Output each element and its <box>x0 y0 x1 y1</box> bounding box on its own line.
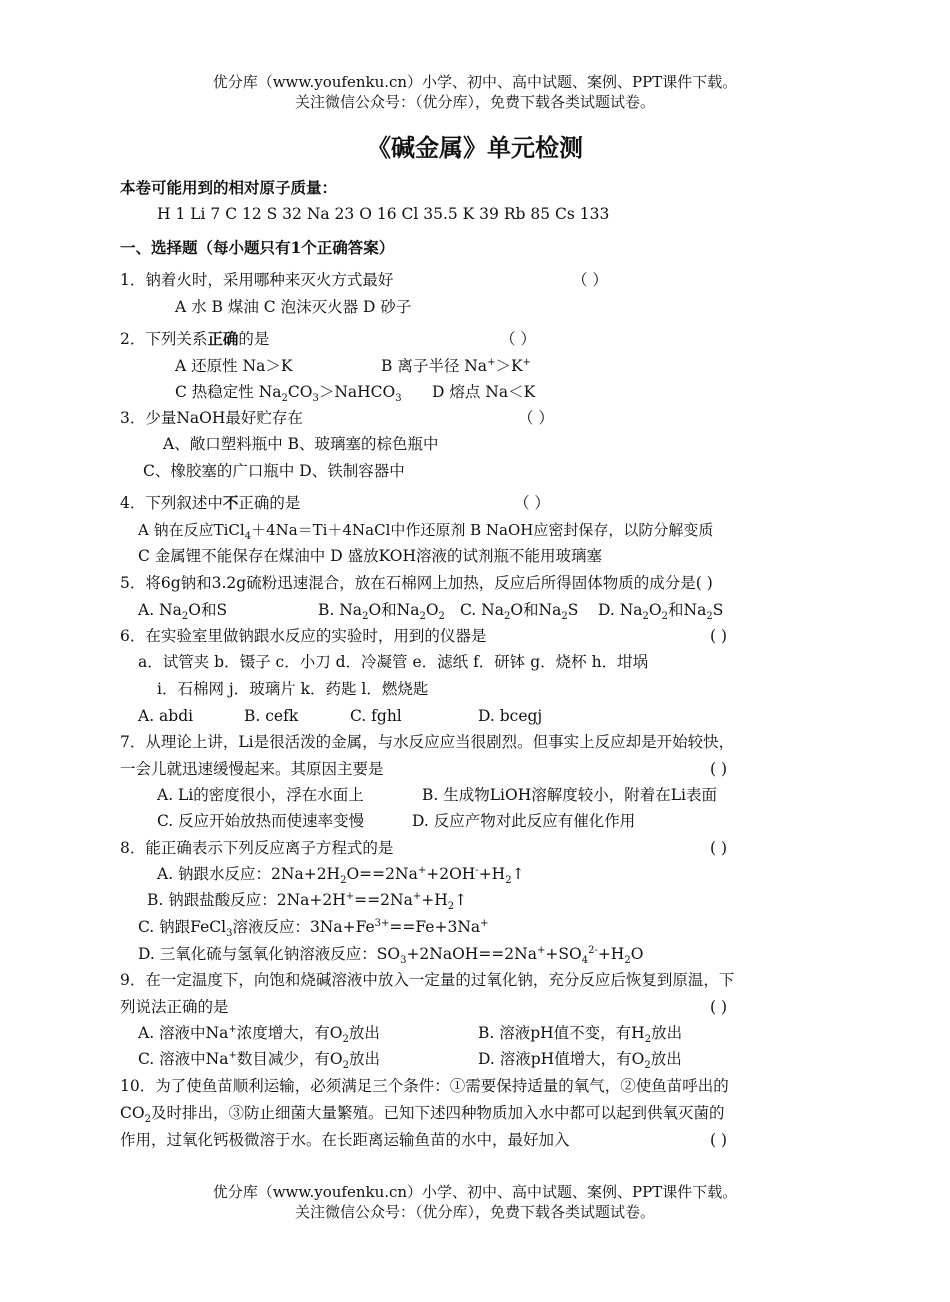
q8-option-b: B. 钠跟盐酸反应：$2Na+2H^+==2Na^++H_2↑$ <box>147 890 468 913</box>
q5-option-d: D. $Na_2O_2$和$Na_2S$ <box>598 601 724 623</box>
q3-options-cd: C、橡胶塞的广口瓶中 D、铁制容器中 <box>143 462 405 480</box>
q2-stem: 2．下列关系正确的是 <box>120 329 270 348</box>
masses-label: 本卷可能用到的相对原子质量： <box>120 178 338 197</box>
q3-stem: 3．少量NaOH最好贮存在 <box>120 409 303 427</box>
section-1-heading: 一、选择题（每小题只有1个正确答案） <box>120 238 395 257</box>
q6-option-d: D. bcegj <box>478 707 543 725</box>
q10-stem-3: 作用，过氧化钙极微溶于水。在长距离运输鱼苗的水中，最好加入 <box>120 1131 570 1149</box>
q8-stem: 8．能正确表示下列反应离子方程式的是 <box>120 839 394 857</box>
q1-stem: 1．钠着火时，采用哪种来灭火方式最好 <box>120 271 394 289</box>
q4-bracket: （ ） <box>514 494 550 512</box>
q4-stem: 4．下列叙述中不正确的是 <box>120 493 301 512</box>
footer-line-2: 关注微信公众号：（优分库），免费下载各类试题试卷。 <box>294 1203 655 1221</box>
q7-option-d: D. 反应产物对此反应有催化作用 <box>412 812 636 830</box>
q2-option-c: C 热稳定性 $Na_2CO_3>NaHCO_3$ <box>175 383 402 405</box>
q6-option-c: C. fghl <box>350 707 402 725</box>
q9-stem-2: 列说法正确的是 <box>120 998 229 1016</box>
q9-stem-1: 9．在一定温度下，向饱和烧碱溶液中放入一定量的过氧化钠，充分反应后恢复到原温，下 <box>120 971 735 989</box>
q3-options-ab: A、敞口塑料瓶中 B、玻璃塞的棕色瓶中 <box>163 435 439 453</box>
q1-bracket: （ ） <box>572 271 608 289</box>
q1-options: A 水 B 煤油 C 泡沫灭火器 D 砂子 <box>175 298 412 316</box>
q9-option-d: D. 溶液pH值增大，有$O_2$放出 <box>478 1050 682 1072</box>
q7-bracket: ( ) <box>710 760 728 778</box>
q10-bracket: ( ) <box>710 1131 728 1149</box>
q2-bracket: （ ） <box>500 330 536 348</box>
q2-option-d: D 熔点 Na＜K <box>432 383 536 401</box>
q9-option-a: A. 溶液中Na+浓度增大，有$O_2$放出 <box>138 1023 380 1046</box>
q6-stem: 6．在实验室里做钠跟水反应的实验时，用到的仪器是 <box>120 627 487 645</box>
q5-option-a: A. $Na_2O$和S <box>138 601 228 623</box>
q6-bracket: ( ) <box>710 627 728 645</box>
q5-stem: 5．将6g钠和3.2g硫粉迅速混合，放在石棉网上加热，反应后所得固体物质的成分是( ) <box>120 574 713 592</box>
page-title: 《碱金属》单元检测 <box>367 133 583 162</box>
q4-options-ab: A 钠在反应TiCl$_4$＋4Na＝Ti＋4NaCl中作还原剂 B NaOH应密封保存，以防分解变质 <box>138 521 714 542</box>
q9-option-c: C. 溶液中Na+数目减少，有$O_2$放出 <box>138 1049 380 1072</box>
q8-option-c: C. 钠跟FeCl$_3$溶液反应：$3Na+Fe^{3+}==Fe+3Na^+$ <box>138 917 489 940</box>
q5-option-b: B. $Na_2O$和$Na_2O_2$ <box>318 601 445 623</box>
q5-option-c: C. $Na_2O$和$Na_2S$ <box>460 601 579 623</box>
q7-option-a: A. Li的密度很小，浮在水面上 <box>157 786 364 804</box>
q8-option-d: D. 三氧化硫与氢氧化钠溶液反应：$SO_3+2NaOH==2Na^++SO_4^{2-}+H_2O$ <box>138 944 644 967</box>
q6-option-b: B. cefk <box>244 707 299 725</box>
q6-items-1: a．试管夹 b．镊子 c．小刀 d．冷凝管 e．滤纸 f．研钵 g．烧杯 h．坩埚 <box>138 653 649 671</box>
header-line-1: 优分库（www.youfenku.cn）小学、初中、高中试题、案例、PPT课件下载。 <box>212 73 738 91</box>
masses-values: H 1 Li 7 C 12 S 32 Na 23 O 16 Cl 35.5 K 39 Rb 85 Cs 133 <box>157 205 610 223</box>
header-line-2: 关注微信公众号：（优分库），免费下载各类试题试卷。 <box>294 93 655 111</box>
q2-option-a: A 还原性 Na＞K <box>175 357 293 375</box>
q7-option-b: B. 生成物LiOH溶解度较小，附着在Li表面 <box>422 786 717 804</box>
q9-bracket: ( ) <box>710 998 728 1016</box>
q6-items-2: i．石棉网 j．玻璃片 k．药匙 l．燃烧匙 <box>157 680 429 698</box>
q2-option-b: B 离子半径 Na+＞K+ <box>381 356 531 375</box>
q10-stem-1: 10．为了使鱼苗顺利运输，必须满足三个条件：①需要保持适量的氧气，②使鱼苗呼出的 <box>120 1077 729 1095</box>
q8-option-a: A. 钠跟水反应：$2Na+2H_2O==2Na^++2OH^-+H_2↑$ <box>157 864 525 887</box>
q7-stem-1: 7．从理论上讲，Li是很活泼的金属，与水反应应当很剧烈。但事实上反应却是开始较快， <box>120 733 735 751</box>
q7-option-c: C. 反应开始放热而使速率变慢 <box>157 812 365 830</box>
q3-bracket: （ ） <box>518 409 554 427</box>
q6-option-a: A. abdi <box>138 707 194 725</box>
q8-bracket: ( ) <box>710 839 728 857</box>
footer-line-1: 优分库（www.youfenku.cn）小学、初中、高中试题、案例、PPT课件下载。 <box>212 1183 738 1201</box>
q7-stem-2: 一会儿就迅速缓慢起来。其原因主要是 <box>120 760 384 778</box>
q10-stem-2: $CO_2$及时排出，③防止细菌大量繁殖。已知下述四种物质加入水中都可以起到供氧灭菌的 <box>120 1104 725 1126</box>
q4-options-cd: C 金属锂不能保存在煤油中 D 盛放KOH溶液的试剂瓶不能用玻璃塞 <box>138 547 602 565</box>
q9-option-b: B. 溶液pH值不变，有$H_2$放出 <box>478 1024 683 1046</box>
